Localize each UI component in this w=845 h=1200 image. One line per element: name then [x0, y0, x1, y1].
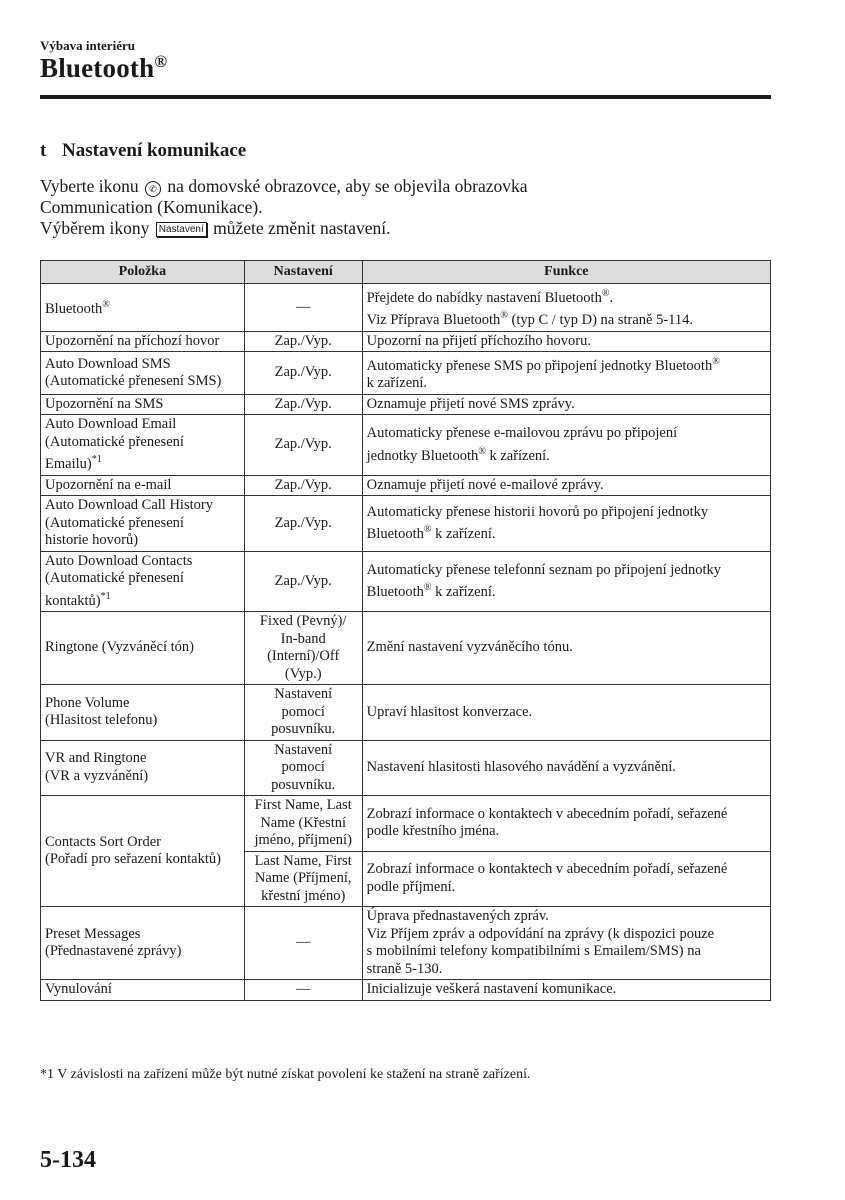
setting-cell-line: Name (Příjmení,: [254, 870, 352, 887]
item-cell-line: (Automatické přenesení: [45, 433, 184, 450]
function-cell-line: podle příjmení.: [366, 878, 456, 895]
setting-cell: [244, 415, 362, 475]
registered-mark: ®: [154, 52, 168, 71]
setting-cell-line: Fixed (Pevný)/: [259, 613, 347, 630]
item-cell-line: Vynulování: [45, 981, 112, 998]
item-cell: [41, 551, 245, 611]
item-cell-line: Auto Download Email: [45, 416, 177, 433]
setting-cell-line: Zap./Vyp.: [274, 364, 332, 381]
subsection-title: Nastavení komunikace: [62, 140, 247, 161]
setting-cell-line: —: [295, 981, 311, 998]
page-number: 5-134: [40, 1147, 96, 1173]
setting-cell-line: posuvníku.: [271, 721, 336, 738]
item-cell: [41, 352, 245, 395]
item-cell: [41, 685, 245, 741]
setting-cell-line: (Interní)/Off: [267, 648, 340, 665]
setting-cell: [244, 284, 362, 332]
function-cell-line: Úprava přednastavených zpráv.: [366, 908, 549, 925]
table-header-row: [41, 261, 771, 284]
table-row: [41, 612, 771, 685]
function-cell-line: jednotky Bluetooth® k zařízení.: [366, 445, 550, 464]
table-row: [41, 352, 771, 395]
function-cell-line: Bluetooth® k zařízení.: [366, 524, 496, 542]
setting-cell-line: pomocí: [281, 703, 325, 720]
table-row: [41, 284, 771, 332]
setting-cell-line: —: [295, 934, 311, 951]
item-cell-line: Upozornění na SMS: [45, 395, 164, 412]
title-rule: [40, 95, 771, 99]
function-cell-line: Viz Příprava Bluetooth® (typ C / typ D) na straně 5-114.: [366, 310, 694, 329]
function-cell-line: k zařízení.: [366, 375, 428, 392]
item-cell: [41, 415, 245, 475]
setting-cell: [244, 907, 362, 980]
function-cell-line: Zobrazí informace o kontaktech v abecedním pořadí, seřazené: [366, 805, 728, 822]
page-title: [40, 52, 167, 84]
setting-cell-line: Nastavení: [274, 741, 333, 758]
function-cell-line: Viz Příjem zpráv a odpovídání na zprávy (k dispozici pouze: [366, 925, 715, 942]
function-cell: [362, 796, 770, 852]
intro-line-3-end: můžete změnit nastavení.: [213, 218, 391, 238]
function-cell-line: Bluetooth® k zařízení.: [366, 582, 496, 600]
setting-cell: [244, 685, 362, 741]
function-cell-line: Inicializuje veškerá nastavení komunikace.: [366, 981, 617, 998]
setting-cell-line: jméno, příjmení): [254, 832, 352, 849]
function-cell: [362, 284, 770, 332]
setting-cell-line: Zap./Vyp.: [274, 476, 332, 493]
function-cell: [362, 740, 770, 796]
setting-cell: [244, 475, 362, 496]
function-cell-line: Automaticky přenese SMS po připojení jednotky Bluetooth®: [366, 356, 720, 374]
settings-table: [40, 260, 771, 1001]
function-cell: [362, 475, 770, 496]
setting-cell: [244, 612, 362, 685]
item-cell: [41, 394, 245, 415]
subsection-marker: t: [40, 140, 47, 161]
function-cell-line: Změní nastavení vyzváněcího tónu.: [366, 639, 573, 656]
header-function: Funkce: [362, 261, 770, 284]
table-row: [41, 394, 771, 415]
function-cell-line: Přejdete do nabídky nastavení Bluetooth®.: [366, 288, 614, 306]
table-row: [41, 415, 771, 475]
section-label: Výbava interiéru: [40, 38, 135, 53]
table-row: [41, 331, 771, 352]
setting-cell: [244, 851, 362, 907]
item-cell-line: (Automatické přenesení SMS): [45, 373, 222, 390]
function-cell-line: Upraví hlasitost konverzace.: [366, 703, 533, 720]
function-cell: [362, 352, 770, 395]
setting-cell-line: First Name, Last: [254, 797, 352, 814]
item-cell-line: historie hovorů): [45, 532, 139, 549]
setting-cell-line: pomocí: [281, 759, 325, 776]
setting-cell: [244, 352, 362, 395]
item-cell: [41, 331, 245, 352]
item-cell-line: Ringtone (Vyzváněcí tón): [45, 639, 194, 656]
table-row: [41, 740, 771, 796]
settings-button-icon: Nastavení: [156, 222, 207, 237]
function-cell: [362, 851, 770, 907]
item-cell-line: Auto Download Call History: [45, 497, 213, 514]
setting-cell-line: Zap./Vyp.: [274, 572, 332, 589]
item-cell-line: (Pořadí pro seřazení kontaktů): [45, 851, 221, 868]
footnote: *1 V závislosti na zařízení může být nutné získat povolení ke stažení na straně zařízení.: [40, 1067, 531, 1082]
item-cell-line: Auto Download Contacts: [45, 552, 193, 569]
function-cell: [362, 685, 770, 741]
item-cell-line: Bluetooth®: [45, 299, 110, 317]
item-cell-line: (Automatické přenesení: [45, 514, 184, 531]
item-cell-line: Phone Volume: [45, 694, 130, 711]
function-cell-line: straně 5-130.: [366, 960, 443, 977]
setting-cell-line: posuvníku.: [271, 776, 336, 793]
setting-cell-line: křestní jméno): [261, 887, 346, 904]
function-cell-line: s mobilními telefony kompatibilními s Emailem/SMS) na: [366, 943, 701, 960]
item-cell-line: kontaktů)$^{*1}$: [45, 590, 111, 609]
table-row: [41, 551, 771, 611]
setting-cell-line: In-band: [280, 630, 326, 647]
function-cell-line: Upozorní na přijetí příchozího hovoru.: [366, 332, 591, 349]
item-cell: [41, 612, 245, 685]
item-cell-line: (Hlasitost telefonu): [45, 712, 158, 729]
item-cell-line: VR and Ringtone: [45, 750, 147, 767]
function-cell-line: Automaticky přenese historii hovorů po připojení jednotky: [366, 503, 709, 520]
intro-line-3-start: Výběrem ikony: [40, 218, 150, 238]
setting-cell: [244, 740, 362, 796]
table-row: [41, 475, 771, 496]
function-cell-line: Oznamuje přijetí nové SMS zprávy.: [366, 395, 575, 412]
intro-line-1: [40, 176, 780, 197]
function-cell-line: podle křestního jména.: [366, 823, 500, 840]
item-cell: [41, 740, 245, 796]
item-cell-line: Preset Messages: [45, 925, 141, 942]
intro-line-1-start: Vyberte ikonu: [40, 176, 139, 196]
setting-cell-line: (Vyp.): [284, 665, 322, 682]
setting-cell-line: Nastavení: [274, 686, 333, 703]
item-cell: [41, 496, 245, 552]
function-cell: [362, 551, 770, 611]
function-cell-line: Oznamuje přijetí nové e-mailové zprávy.: [366, 476, 604, 493]
intro-line-3: [40, 218, 780, 239]
function-cell-line: Automaticky přenese telefonní seznam po připojení jednotky: [366, 561, 721, 578]
setting-cell: [244, 980, 362, 1001]
table-row: [41, 907, 771, 980]
setting-cell-line: Zap./Vyp.: [274, 436, 332, 453]
setting-cell: [244, 394, 362, 415]
intro-text: [40, 176, 780, 239]
item-cell-line: Upozornění na e-mail: [45, 476, 172, 493]
item-cell: [41, 796, 245, 907]
item-cell-line: Upozornění na příchozí hovor: [45, 332, 220, 349]
setting-cell-line: Zap./Vyp.: [274, 332, 332, 349]
header-item: Položka: [41, 261, 245, 284]
function-cell: [362, 394, 770, 415]
function-cell-line: Automaticky přenese e-mailovou zprávu po připojení: [366, 425, 678, 442]
subsection-heading: [40, 140, 246, 162]
header-setting: Nastavení: [244, 261, 362, 284]
setting-cell: [244, 331, 362, 352]
function-cell-line: Zobrazí informace o kontaktech v abecedním pořadí, seřazené: [366, 861, 728, 878]
setting-cell-line: —: [295, 298, 311, 315]
intro-line-1-end: na domovské obrazovce, aby se objevila obrazovka: [167, 176, 528, 196]
intro-line-2: Communication (Komunikace).: [40, 197, 263, 217]
item-cell: [41, 475, 245, 496]
setting-cell-line: Zap./Vyp.: [274, 514, 332, 531]
setting-cell: [244, 496, 362, 552]
function-cell: [362, 907, 770, 980]
function-cell-line: Nastavení hlasitosti hlasového navádění a vyzvánění.: [366, 759, 676, 776]
item-cell: [41, 980, 245, 1001]
function-cell: [362, 612, 770, 685]
item-cell-line: (Přednastavené zprávy): [45, 943, 182, 960]
item-cell-line: Auto Download SMS: [45, 355, 171, 372]
item-cell: [41, 284, 245, 332]
item-cell-line: Emailu)$^{*1}$: [45, 454, 102, 473]
function-cell: [362, 980, 770, 1001]
table-row: [41, 796, 771, 852]
setting-cell: [244, 551, 362, 611]
item-cell-line: (VR a vyzvánění): [45, 767, 149, 784]
setting-cell-line: Last Name, First: [254, 852, 352, 869]
setting-cell: [244, 796, 362, 852]
function-cell: [362, 331, 770, 352]
setting-cell-line: Name (Křestní: [260, 814, 347, 831]
setting-cell-line: Zap./Vyp.: [274, 395, 332, 412]
phone-icon: ✆: [145, 181, 161, 197]
function-cell: [362, 415, 770, 475]
item-cell-line: (Automatické přenesení: [45, 570, 184, 587]
table-row: [41, 496, 771, 552]
table-row: [41, 685, 771, 741]
table-row: [41, 980, 771, 1001]
item-cell: [41, 907, 245, 980]
page-title-text: Bluetooth: [40, 53, 155, 83]
function-cell: [362, 496, 770, 552]
item-cell-line: Contacts Sort Order: [45, 833, 161, 850]
